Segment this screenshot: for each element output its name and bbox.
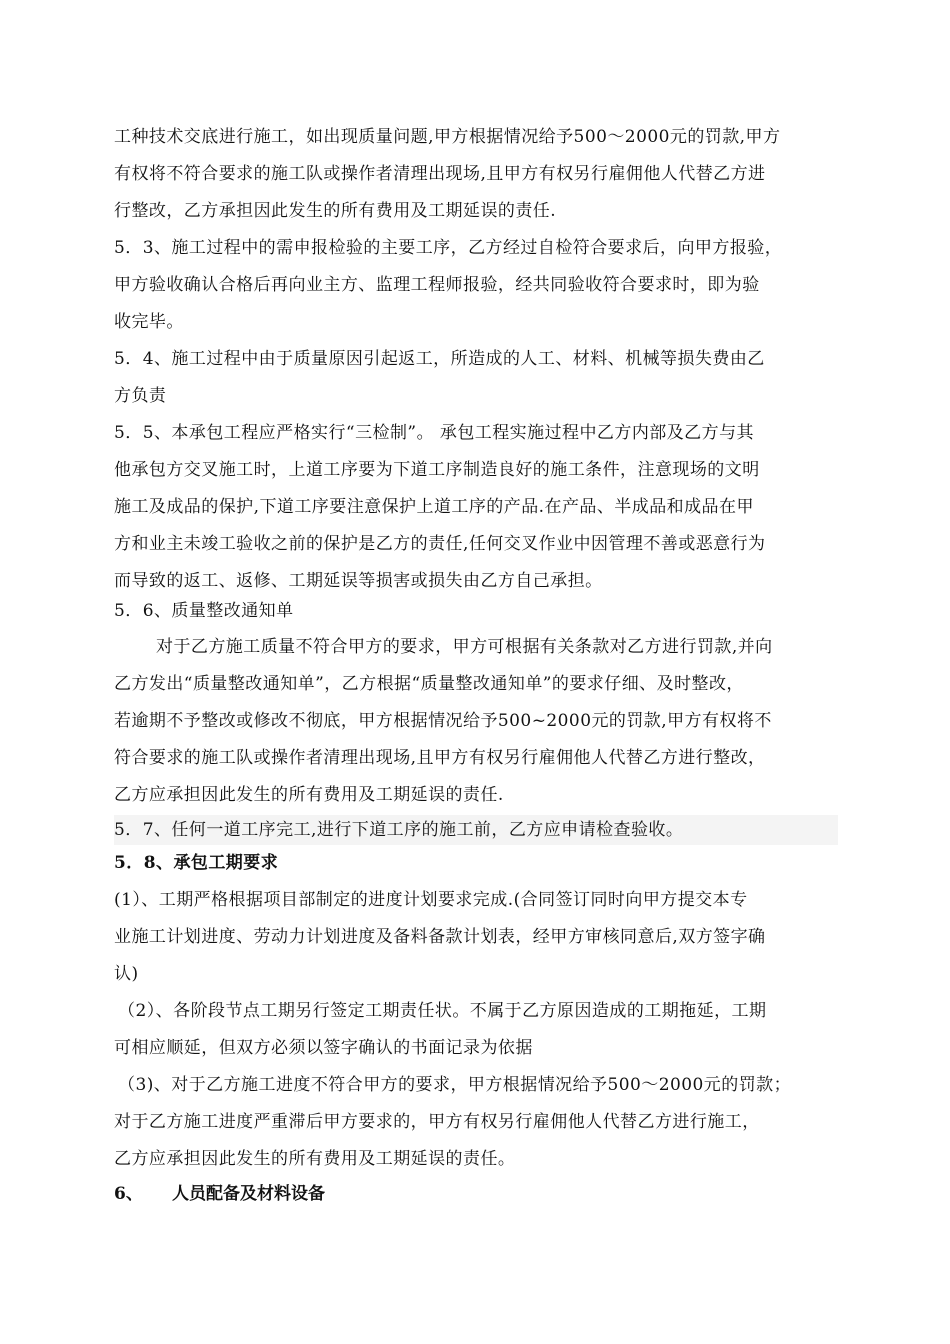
text-line: 乙方应承担因此发生的所有费用及工期延误的责任。 [114, 1149, 516, 1169]
text-line: 收完毕。 [114, 312, 184, 332]
clause-5-3: 5．3、施工过程中的需申报检验的主要工序，乙方经过自检符合要求后，向甲方报验， [114, 238, 783, 258]
clause-5-5: 5．5、本承包工程应严格实行“三检制”。 承包工程实施过程中乙方内部及乙方与其 [114, 423, 754, 443]
text-line: 工种技术交底进行施工，如出现质量问题,甲方根据情况给予500～2000元的罚款,甲方 [114, 127, 781, 147]
section-title: 人员配备及材料设备 [172, 1184, 325, 1204]
text-line: 认) [114, 964, 139, 984]
text-line: 对于乙方施工质量不符合甲方的要求，甲方可根据有关条款对乙方进行罚款,并向 [156, 637, 773, 657]
clause-5-8-item-1: (1）、工期严格根据项目部制定的进度计划要求完成.(合同签订同时向甲方提交本专 [114, 890, 748, 910]
section-6-heading [114, 1179, 844, 1209]
text-line: 甲方验收确认合格后再向业主方、监理工程师报验，经共同验收符合要求时，即为验 [114, 275, 760, 295]
section-number: 6、 [114, 1184, 143, 1204]
clause-5-7: 5．7、任何一道工序完工,进行下道工序的施工前，乙方应申请检查验收。 [114, 815, 838, 845]
clause-5-8-item-2: （2）、各阶段节点工期另行签定工期责任状。不属于乙方原因造成的工期拖延，工期 [118, 1001, 767, 1021]
text-line: 业施工计划进度、劳动力计划进度及备料备款计划表，经甲方审核同意后,双方签字确 [114, 927, 766, 947]
text-line: 乙方应承担因此发生的所有费用及工期延误的责任. [114, 785, 504, 805]
text-line: 可相应顺延，但双方必须以签字确认的书面记录为依据 [114, 1038, 533, 1058]
text-line: 乙方发出“质量整改通知单”，乙方根据“质量整改通知单”的要求仔细、及时整改， [114, 674, 744, 694]
clause-5-8-item-3: （3)、对于乙方施工进度不符合甲方的要求，甲方根据情况给予500～2000元的罚款； [118, 1075, 792, 1095]
text-line: 而导致的返工、返修、工期延误等损害或损失由乙方自己承担。 [114, 571, 603, 591]
text-line: 符合要求的施工队或操作者清理出现场,且甲方有权另行雇佣他人代替乙方进行整改， [114, 748, 766, 768]
text-line: 施工及成品的保护,下道工序要注意保护上道工序的产品.在产品、半成品和成品在甲 [114, 497, 754, 517]
clause-5-4: 5．4、施工过程中由于质量原因引起返工，所造成的人工、材料、机械等损失费由乙 [114, 349, 765, 369]
text-line: 对于乙方施工进度严重滞后甲方要求的，甲方有权另行雇佣他人代替乙方进行施工， [114, 1112, 760, 1132]
text-line: 方和业主未竣工验收之前的保护是乙方的责任,任何交叉作业中因管理不善或恶意行为 [114, 534, 766, 554]
text-line: 有权将不符合要求的施工队或操作者清理出现场,且甲方有权另行雇佣他人代替乙方进 [114, 164, 766, 184]
text-line: 他承包方交叉施工时，上道工序要为下道工序制造良好的施工条件，注意现场的文明 [114, 460, 760, 480]
text-line: 若逾期不予整改或修改不彻底，甲方根据情况给予500~2000元的罚款,甲方有权将不 [114, 711, 772, 731]
text-line: 行整改，乙方承担因此发生的所有费用及工期延误的责任. [114, 201, 557, 221]
text-line: 方负责 [114, 386, 167, 406]
clause-5-8-heading: 5．8、承包工期要求 [114, 853, 279, 873]
clause-5-6: 5．6、质量整改通知单 [114, 601, 294, 621]
